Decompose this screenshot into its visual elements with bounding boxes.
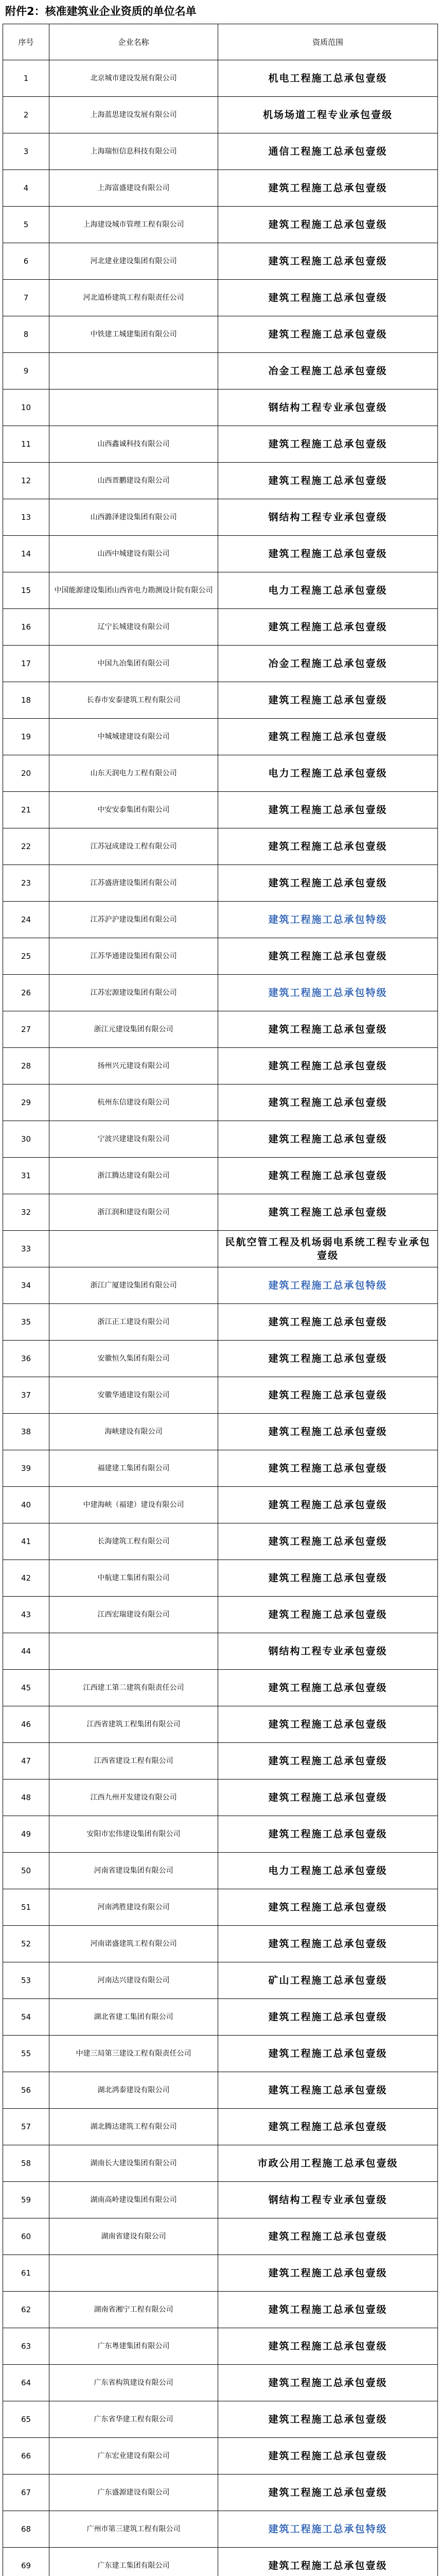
row-company-name: 安徽华通建设有限公司: [49, 1377, 218, 1414]
row-company-name: 上海富盛建设有限公司: [49, 170, 218, 207]
table-row: [3, 2401, 438, 2438]
row-company-name: 广东省构筑建设有限公司: [49, 2365, 218, 2401]
row-qualification-scope: 建筑工程施工总承包壹级: [218, 243, 438, 280]
row-qualification-scope: 矿山工程施工总承包壹级: [218, 1962, 438, 1999]
table-row: [3, 2109, 438, 2145]
row-company-name: 江西省建筑工程集团有限公司: [49, 1706, 218, 1743]
row-qualification-scope: 建筑工程施工总承包壹级: [218, 1670, 438, 1706]
table-row: [3, 2328, 438, 2365]
row-serial-number: 12: [3, 463, 49, 499]
row-qualification-scope: 建筑工程施工总承包壹级: [218, 792, 438, 828]
row-serial-number: 22: [3, 828, 49, 865]
row-serial-number: 5: [3, 207, 49, 243]
row-company-name: [49, 1231, 218, 1267]
row-serial-number: 65: [3, 2401, 49, 2438]
row-qualification-scope: 建筑工程施工总承包壹级: [218, 463, 438, 499]
table-row: [3, 1267, 438, 1304]
table-row: [3, 1011, 438, 1048]
row-serial-number: 2: [3, 97, 49, 133]
row-company-name: 浙江广厦建设集团有限公司: [49, 1267, 218, 1304]
row-serial-number: 48: [3, 1780, 49, 1816]
table-row: [3, 2218, 438, 2255]
table-row: [3, 280, 438, 316]
row-serial-number: 69: [3, 2548, 49, 2576]
row-company-name: 湖南省建设有限公司: [49, 2218, 218, 2255]
table-row: [3, 133, 438, 170]
table-row: [3, 828, 438, 865]
row-serial-number: 38: [3, 1414, 49, 1450]
row-qualification-scope: 建筑工程施工总承包特级: [218, 2511, 438, 2548]
row-company-name: 湖南长大建设集团有限公司: [49, 2145, 218, 2182]
row-serial-number: 46: [3, 1706, 49, 1743]
row-qualification-scope: 建筑工程施工总承包壹级: [218, 1377, 438, 1414]
table-row: [3, 536, 438, 572]
table-row: [3, 426, 438, 463]
row-company-name: 浙江润和建设有限公司: [49, 1194, 218, 1231]
row-company-name: 山东天润电力工程有限公司: [49, 755, 218, 792]
table-row: [3, 353, 438, 389]
table-row: [3, 499, 438, 536]
row-serial-number: 41: [3, 1523, 49, 1560]
row-serial-number: 40: [3, 1487, 49, 1523]
table-row: [3, 389, 438, 426]
row-serial-number: 57: [3, 2109, 49, 2145]
table-row: [3, 60, 438, 97]
table-row: [3, 719, 438, 755]
row-serial-number: 53: [3, 1962, 49, 1999]
row-company-name: 河南鸿胜建设有限公司: [49, 1889, 218, 1926]
row-qualification-scope: 建筑工程施工总承包壹级: [218, 2328, 438, 2365]
table-row: [3, 1889, 438, 1926]
row-serial-number: 33: [3, 1231, 49, 1267]
table-row: [3, 1926, 438, 1962]
row-serial-number: 19: [3, 719, 49, 755]
row-serial-number: 29: [3, 1084, 49, 1121]
row-qualification-scope: 建筑工程施工总承包壹级: [218, 1926, 438, 1962]
row-qualification-scope: 建筑工程施工总承包壹级: [218, 536, 438, 572]
table-row: [3, 1523, 438, 1560]
row-company-name: 广东盛源建设有限公司: [49, 2475, 218, 2511]
row-qualification-scope: 建筑工程施工总承包壹级: [218, 1084, 438, 1121]
row-serial-number: 20: [3, 755, 49, 792]
row-company-name: 长春市安泰建筑工程有限公司: [49, 682, 218, 719]
row-company-name: [49, 353, 218, 389]
row-qualification-scope: 钢结构工程专业承包壹级: [218, 499, 438, 536]
row-company-name: 浙江正工建设有限公司: [49, 1304, 218, 1341]
table-row: [3, 2365, 438, 2401]
row-company-name: 江苏宏源建设集团有限公司: [49, 975, 218, 1011]
table-row: [3, 1816, 438, 1853]
row-serial-number: 54: [3, 1999, 49, 2036]
table-header-row: [3, 24, 438, 60]
row-qualification-scope: 建筑工程施工总承包壹级: [218, 1341, 438, 1377]
table-row: [3, 1450, 438, 1487]
table-row: [3, 2145, 438, 2182]
row-qualification-scope: 建筑工程施工总承包壹级: [218, 828, 438, 865]
row-qualification-scope: 电力工程施工总承包壹级: [218, 572, 438, 609]
table-row: [3, 2475, 438, 2511]
row-serial-number: 7: [3, 280, 49, 316]
row-qualification-scope: 钢结构工程专业承包壹级: [218, 389, 438, 426]
row-qualification-scope: 建筑工程施工总承包壹级: [218, 2438, 438, 2475]
table-row: [3, 1084, 438, 1121]
row-company-name: 江西建工第二建筑有限责任公司: [49, 1670, 218, 1706]
row-qualification-scope: 建筑工程施工总承包壹级: [218, 426, 438, 463]
row-serial-number: 51: [3, 1889, 49, 1926]
table-row: [3, 1341, 438, 1377]
row-serial-number: 50: [3, 1853, 49, 1889]
row-company-name: 湖南省湘宁工程有限公司: [49, 2292, 218, 2328]
row-qualification-scope: 建筑工程施工总承包壹级: [218, 865, 438, 902]
row-serial-number: 13: [3, 499, 49, 536]
table-row: [3, 1231, 438, 1267]
row-company-name: 浙江腾达建设有限公司: [49, 1158, 218, 1194]
row-qualification-scope: 建筑工程施工总承包壹级: [218, 1414, 438, 1450]
row-qualification-scope: 建筑工程施工总承包壹级: [218, 1158, 438, 1194]
table-row: [3, 1633, 438, 1670]
row-qualification-scope: 钢结构工程专业承包壹级: [218, 1633, 438, 1670]
row-qualification-scope: 市政公用工程施工总承包壹级: [218, 2145, 438, 2182]
row-company-name: 湖北鸿泰建设有限公司: [49, 2072, 218, 2109]
row-qualification-scope: 建筑工程施工总承包壹级: [218, 1560, 438, 1597]
row-qualification-scope: 冶金工程施工总承包壹级: [218, 353, 438, 389]
row-company-name: 中建海峡（福建）建设有限公司: [49, 1487, 218, 1523]
row-serial-number: 27: [3, 1011, 49, 1048]
table-row: [3, 2255, 438, 2292]
row-qualification-scope: 建筑工程施工总承包壹级: [218, 2218, 438, 2255]
row-qualification-scope: 建筑工程施工总承包特级: [218, 1267, 438, 1304]
row-company-name: [49, 389, 218, 426]
row-serial-number: 66: [3, 2438, 49, 2475]
row-company-name: 扬州兴元建设有限公司: [49, 1048, 218, 1084]
row-qualification-scope: 建筑工程施工总承包壹级: [218, 2475, 438, 2511]
row-serial-number: 60: [3, 2218, 49, 2255]
table-row: [3, 97, 438, 133]
row-company-name: 湖北腾达建筑工程有限公司: [49, 2109, 218, 2145]
row-serial-number: 68: [3, 2511, 49, 2548]
row-company-name: 江西宏瑞建设有限公司: [49, 1597, 218, 1633]
row-company-name: 中铁建工城建集团有限公司: [49, 316, 218, 353]
table-row: [3, 1487, 438, 1523]
row-serial-number: 39: [3, 1450, 49, 1487]
row-company-name: 中国九冶集团有限公司: [49, 646, 218, 682]
row-company-name: 上海蓝思建设发展有限公司: [49, 97, 218, 133]
row-qualification-scope: 建筑工程施工总承包壹级: [218, 1121, 438, 1158]
table-row: [3, 609, 438, 646]
row-company-name: 山西晋鹏建设有限公司: [49, 463, 218, 499]
row-serial-number: 25: [3, 938, 49, 975]
row-company-name: 广州市第三建筑工程有限公司: [49, 2511, 218, 2548]
row-serial-number: 37: [3, 1377, 49, 1414]
row-qualification-scope: 建筑工程施工总承包壹级: [218, 719, 438, 755]
row-serial-number: 58: [3, 2145, 49, 2182]
row-qualification-scope: 电力工程施工总承包壹级: [218, 755, 438, 792]
table-row: [3, 2438, 438, 2475]
header-qualification-scope: 资质范围: [218, 24, 438, 60]
row-qualification-scope: 建筑工程施工总承包特级: [218, 902, 438, 938]
row-company-name: 中国能源建设集团山西省电力勘测设计院有限公司: [49, 572, 218, 609]
row-serial-number: 67: [3, 2475, 49, 2511]
row-qualification-scope: 建筑工程施工总承包壹级: [218, 2292, 438, 2328]
row-qualification-scope: 钢结构工程专业承包壹级: [218, 2182, 438, 2218]
row-qualification-scope: 建筑工程施工总承包壹级: [218, 1743, 438, 1780]
table-row: [3, 682, 438, 719]
row-company-name: 江苏冠成建设工程有限公司: [49, 828, 218, 865]
row-serial-number: 15: [3, 572, 49, 609]
row-serial-number: 34: [3, 1267, 49, 1304]
row-qualification-scope: 建筑工程施工总承包壹级: [218, 280, 438, 316]
row-company-name: 中安安泰集团有限公司: [49, 792, 218, 828]
row-serial-number: 47: [3, 1743, 49, 1780]
row-company-name: 海峡建设有限公司: [49, 1414, 218, 1450]
row-qualification-scope: 建筑工程施工总承包壹级: [218, 609, 438, 646]
table-row: [3, 1670, 438, 1706]
row-qualification-scope: 机场场道工程专业承包壹级: [218, 97, 438, 133]
table-row: [3, 2182, 438, 2218]
row-company-name: 广东宏业建设有限公司: [49, 2438, 218, 2475]
row-company-name: 辽宁长城建设有限公司: [49, 609, 218, 646]
row-serial-number: 10: [3, 389, 49, 426]
row-qualification-scope: 建筑工程施工总承包壹级: [218, 2548, 438, 2576]
row-company-name: 山西中城建设有限公司: [49, 536, 218, 572]
table-row: [3, 1962, 438, 1999]
row-qualification-scope: 建筑工程施工总承包壹级: [218, 170, 438, 207]
row-serial-number: 14: [3, 536, 49, 572]
table-row: [3, 2072, 438, 2109]
table-row: [3, 902, 438, 938]
row-company-name: 中航建工集团有限公司: [49, 1560, 218, 1597]
table-row: [3, 1560, 438, 1597]
row-qualification-scope: 建筑工程施工总承包壹级: [218, 2365, 438, 2401]
table-row: [3, 1853, 438, 1889]
row-serial-number: 62: [3, 2292, 49, 2328]
row-company-name: 广东省华建工程有限公司: [49, 2401, 218, 2438]
row-company-name: 北京城市建设发展有限公司: [49, 60, 218, 97]
row-company-name: 湖北省建工集团有限公司: [49, 1999, 218, 2036]
row-serial-number: 1: [3, 60, 49, 97]
table-row: [3, 1121, 438, 1158]
row-company-name: 广东建工集团有限公司: [49, 2548, 218, 2576]
row-serial-number: 52: [3, 1926, 49, 1962]
row-qualification-scope: 建筑工程施工总承包壹级: [218, 1487, 438, 1523]
row-qualification-scope: 建筑工程施工总承包壹级: [218, 938, 438, 975]
row-serial-number: 8: [3, 316, 49, 353]
row-company-name: 中建三局第三建设工程有限责任公司: [49, 2036, 218, 2072]
row-company-name: 河南达兴建设有限公司: [49, 1962, 218, 1999]
row-company-name: 湖南高岭建设集团有限公司: [49, 2182, 218, 2218]
table-row: [3, 1743, 438, 1780]
row-company-name: 江西省建设工程有限公司: [49, 1743, 218, 1780]
row-serial-number: 17: [3, 646, 49, 682]
row-qualification-scope: 建筑工程施工总承包壹级: [218, 207, 438, 243]
header-serial-number: 序号: [3, 24, 49, 60]
row-qualification-scope: 建筑工程施工总承包壹级: [218, 1048, 438, 1084]
row-serial-number: 32: [3, 1194, 49, 1231]
row-qualification-scope: 建筑工程施工总承包壹级: [218, 2255, 438, 2292]
table-row: [3, 755, 438, 792]
row-company-name: 河北建业建设集团有限公司: [49, 243, 218, 280]
row-qualification-scope: 建筑工程施工总承包壹级: [218, 1780, 438, 1816]
table-row: [3, 170, 438, 207]
row-qualification-scope: 建筑工程施工总承包壹级: [218, 1706, 438, 1743]
table-row: [3, 2511, 438, 2548]
row-serial-number: 3: [3, 133, 49, 170]
row-serial-number: 16: [3, 609, 49, 646]
row-qualification-scope: 建筑工程施工总承包壹级: [218, 1194, 438, 1231]
row-serial-number: 59: [3, 2182, 49, 2218]
row-serial-number: 61: [3, 2255, 49, 2292]
qualification-table: [3, 24, 438, 2576]
row-company-name: 江苏盛唐建设集团有限公司: [49, 865, 218, 902]
row-company-name: 河北道桥建筑工程有限责任公司: [49, 280, 218, 316]
row-company-name: 江西九州开发建设有限公司: [49, 1780, 218, 1816]
table-row: [3, 1706, 438, 1743]
table-row: [3, 646, 438, 682]
row-qualification-scope: 建筑工程施工总承包壹级: [218, 2109, 438, 2145]
row-qualification-scope: 机电工程施工总承包壹级: [218, 60, 438, 97]
row-serial-number: 23: [3, 865, 49, 902]
table-row: [3, 243, 438, 280]
table-body: [3, 60, 438, 2576]
row-company-name: 上海瑞恒信息科技有限公司: [49, 133, 218, 170]
row-serial-number: 4: [3, 170, 49, 207]
row-serial-number: 36: [3, 1341, 49, 1377]
row-company-name: 山西潞泽建设集团有限公司: [49, 499, 218, 536]
row-company-name: 安阳市宏伟建设集团有限公司: [49, 1816, 218, 1853]
row-serial-number: 49: [3, 1816, 49, 1853]
row-qualification-scope: 建筑工程施工总承包壹级: [218, 682, 438, 719]
row-company-name: 河南诺盛建筑工程有限公司: [49, 1926, 218, 1962]
row-serial-number: 44: [3, 1633, 49, 1670]
table-row: [3, 1999, 438, 2036]
table-row: [3, 1780, 438, 1816]
row-company-name: 长海建筑工程有限公司: [49, 1523, 218, 1560]
table-row: [3, 1048, 438, 1084]
row-serial-number: 18: [3, 682, 49, 719]
row-company-name: 河南省建设集团有限公司: [49, 1853, 218, 1889]
row-company-name: 安徽恒久集团有限公司: [49, 1341, 218, 1377]
row-qualification-scope: 建筑工程施工总承包壹级: [218, 316, 438, 353]
row-serial-number: 24: [3, 902, 49, 938]
table-row: [3, 938, 438, 975]
row-company-name: 浙江元建设集团有限公司: [49, 1011, 218, 1048]
table-row: [3, 463, 438, 499]
row-company-name: 上海建设城市管理工程有限公司: [49, 207, 218, 243]
row-serial-number: 42: [3, 1560, 49, 1597]
row-qualification-scope: 建筑工程施工总承包特级: [218, 975, 438, 1011]
table-row: [3, 316, 438, 353]
table-row: [3, 865, 438, 902]
table-row: [3, 572, 438, 609]
row-company-name: 广东粤建集团有限公司: [49, 2328, 218, 2365]
table-row: [3, 1597, 438, 1633]
row-qualification-scope: 建筑工程施工总承包壹级: [218, 1999, 438, 2036]
row-serial-number: 6: [3, 243, 49, 280]
row-company-name: [49, 1633, 218, 1670]
row-qualification-scope: 冶金工程施工总承包壹级: [218, 646, 438, 682]
table-row: [3, 1304, 438, 1341]
row-serial-number: 55: [3, 2036, 49, 2072]
row-company-name: 宁波兴建建设有限公司: [49, 1121, 218, 1158]
row-qualification-scope: 建筑工程施工总承包壹级: [218, 2072, 438, 2109]
row-qualification-scope: 建筑工程施工总承包壹级: [218, 2401, 438, 2438]
table-row: [3, 1194, 438, 1231]
row-company-name: 福建建工集团有限公司: [49, 1450, 218, 1487]
row-qualification-scope: 通信工程施工总承包壹级: [218, 133, 438, 170]
table-row: [3, 1158, 438, 1194]
table-row: [3, 792, 438, 828]
row-serial-number: 31: [3, 1158, 49, 1194]
table-row: [3, 975, 438, 1011]
row-company-name: 中城城建建设有限公司: [49, 719, 218, 755]
row-serial-number: 64: [3, 2365, 49, 2401]
row-serial-number: 56: [3, 2072, 49, 2109]
row-serial-number: 43: [3, 1597, 49, 1633]
row-company-name: 杭州东信建设有限公司: [49, 1084, 218, 1121]
row-company-name: [49, 2255, 218, 2292]
row-serial-number: 9: [3, 353, 49, 389]
row-serial-number: 11: [3, 426, 49, 463]
document-title: 附件2：核准建筑业企业资质的单位名单: [5, 5, 197, 18]
row-qualification-scope: 建筑工程施工总承包壹级: [218, 1597, 438, 1633]
row-company-name: 江苏沪沪建设集团有限公司: [49, 902, 218, 938]
row-qualification-scope: 建筑工程施工总承包壹级: [218, 1304, 438, 1341]
row-company-name: 江苏华通建设集团有限公司: [49, 938, 218, 975]
row-serial-number: 28: [3, 1048, 49, 1084]
row-qualification-scope: 民航空管工程及机场弱电系统工程专业承包壹级: [218, 1231, 438, 1267]
row-serial-number: 45: [3, 1670, 49, 1706]
table-row: [3, 2036, 438, 2072]
row-company-name: 山西鑫诚科技有限公司: [49, 426, 218, 463]
row-qualification-scope: 建筑工程施工总承包壹级: [218, 1523, 438, 1560]
table-row: [3, 1377, 438, 1414]
row-qualification-scope: 电力工程施工总承包壹级: [218, 1853, 438, 1889]
row-serial-number: 21: [3, 792, 49, 828]
row-serial-number: 30: [3, 1121, 49, 1158]
row-qualification-scope: 建筑工程施工总承包壹级: [218, 2036, 438, 2072]
table-row: [3, 207, 438, 243]
row-qualification-scope: 建筑工程施工总承包壹级: [218, 1450, 438, 1487]
row-qualification-scope: 建筑工程施工总承包壹级: [218, 1816, 438, 1853]
table-row: [3, 1414, 438, 1450]
row-serial-number: 63: [3, 2328, 49, 2365]
header-company-name: 企业名称: [49, 24, 218, 60]
row-serial-number: 26: [3, 975, 49, 1011]
table-row: [3, 2292, 438, 2328]
row-serial-number: 35: [3, 1304, 49, 1341]
row-qualification-scope: 建筑工程施工总承包壹级: [218, 1889, 438, 1926]
table-row: [3, 2548, 438, 2576]
row-qualification-scope: 建筑工程施工总承包壹级: [218, 1011, 438, 1048]
